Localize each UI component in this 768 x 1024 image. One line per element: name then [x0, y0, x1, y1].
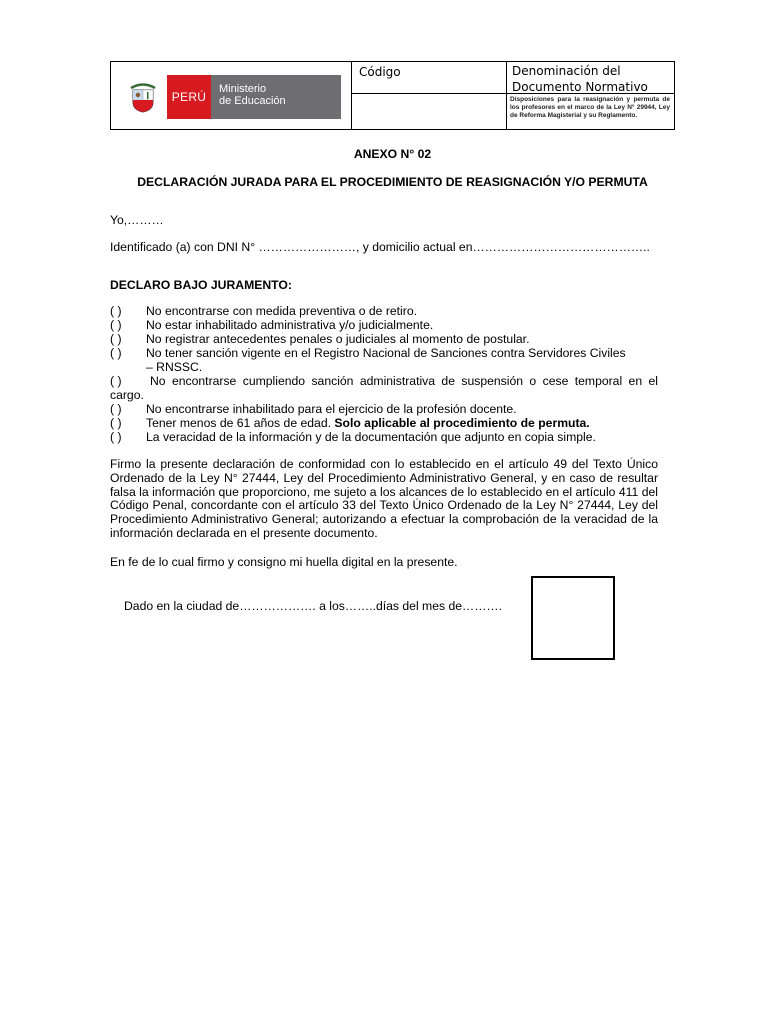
checkbox-marker: ( )	[110, 374, 122, 388]
checkbox-marker: ( )	[110, 402, 122, 416]
declaration-text: No encontrarse con medida preventiva o de retiro.	[146, 304, 417, 318]
checkbox-marker: ( )	[110, 430, 122, 444]
declaration-text: La veracidad de la información y de la documentación que adjunto en copia simple.	[146, 430, 596, 444]
signature-paragraph: Firmo la presente declaración de conformidad con lo establecido en el artículo 49 del Texto Único Ordenado de la Ley N° 27444, Ley del Procedimiento Administrativo General, y en caso de resultar falsa la información que proporciono, me sujeto a los alcances de lo establecido en el artículo 411 del Código Penal, concordante con el artículo 33 del Texto Único Ordenado de la Ley N° 27444, Ley del Procedimiento Administrativo General; autorizando a efectuar la comprobación de la veracidad de la información declarada en el presente documento.	[110, 457, 658, 540]
denomination-cell	[506, 62, 674, 129]
checkbox-marker: ( )	[110, 318, 122, 332]
declaration-text: No tener sanción vigente en el Registro Nacional de Sanciones contra Servidores Civiles	[146, 346, 626, 360]
declaration-text: No encontrarse cumpliendo sanción administrativa de suspensión o cese temporal en el cargo.	[110, 374, 658, 402]
declaration-text: Tener menos de 61 años de edad.	[146, 416, 331, 430]
fingerprint-line: En fe de lo cual firmo y consigno mi huella digital en la presente.	[110, 555, 458, 569]
logo-cell	[111, 62, 352, 129]
document-header-table	[110, 61, 675, 130]
denomination-label: Denominación del Documento Normativo	[506, 62, 674, 94]
code-label: Código	[351, 62, 506, 94]
coat-of-arms-icon	[119, 75, 167, 119]
declaration-item	[110, 374, 658, 402]
ministry-name	[211, 75, 341, 119]
ministry-logo	[119, 75, 341, 119]
declaration-item	[110, 304, 417, 318]
date-line: Dado en la ciudad de………………. a los……..días del mes de……….	[124, 599, 502, 613]
declaration-emphasis: Solo aplicable al procedimiento de permuta.	[334, 416, 590, 430]
identification-line: Identificado (a) con DNI N° ……………………, y domicilio actual en……………………………………..	[110, 240, 650, 254]
denomination-value: Disposiciones para la reasignación y permuta de los profesores en el marco de la Ley N° 29944, Ley de Reforma Magisterial y su Reglamento.	[510, 96, 670, 120]
declaration-item	[110, 318, 433, 332]
declaration-text: No estar inhabilitado administrativa y/o judicialmente.	[146, 318, 434, 332]
declaration-item	[110, 402, 517, 416]
checkbox-marker: ( )	[110, 332, 122, 346]
annex-title: ANEXO N° 02	[353, 147, 432, 161]
yo-line: Yo,………	[110, 213, 164, 227]
declaration-item	[110, 332, 529, 346]
declaration-item	[110, 346, 626, 360]
country-logo-text: PERÚ	[167, 75, 211, 119]
code-cell	[351, 62, 507, 129]
ministry-name-line1: Ministerio	[219, 83, 267, 95]
declare-heading: DECLARO BAJO JURAMENTO:	[110, 278, 292, 292]
checkbox-marker: ( )	[110, 416, 122, 430]
declaration-text: No encontrarse inhabilitado para el ejercicio de la profesión docente.	[146, 402, 517, 416]
checkbox-marker: ( )	[110, 304, 122, 318]
main-title: DECLARACIÓN JURADA PARA EL PROCEDIMIENTO DE REASIGNACIÓN Y/O PERMUTA	[137, 175, 648, 189]
declaration-item	[110, 416, 590, 430]
declaration-continuation: – RNSSC.	[146, 360, 203, 374]
fingerprint-box	[531, 576, 615, 660]
ministry-name-line2: de Educación	[219, 95, 286, 107]
declaration-item	[110, 430, 596, 444]
checkbox-marker: ( )	[110, 346, 122, 360]
declaration-text: No registrar antecedentes penales o judiciales al momento de postular.	[146, 332, 530, 346]
